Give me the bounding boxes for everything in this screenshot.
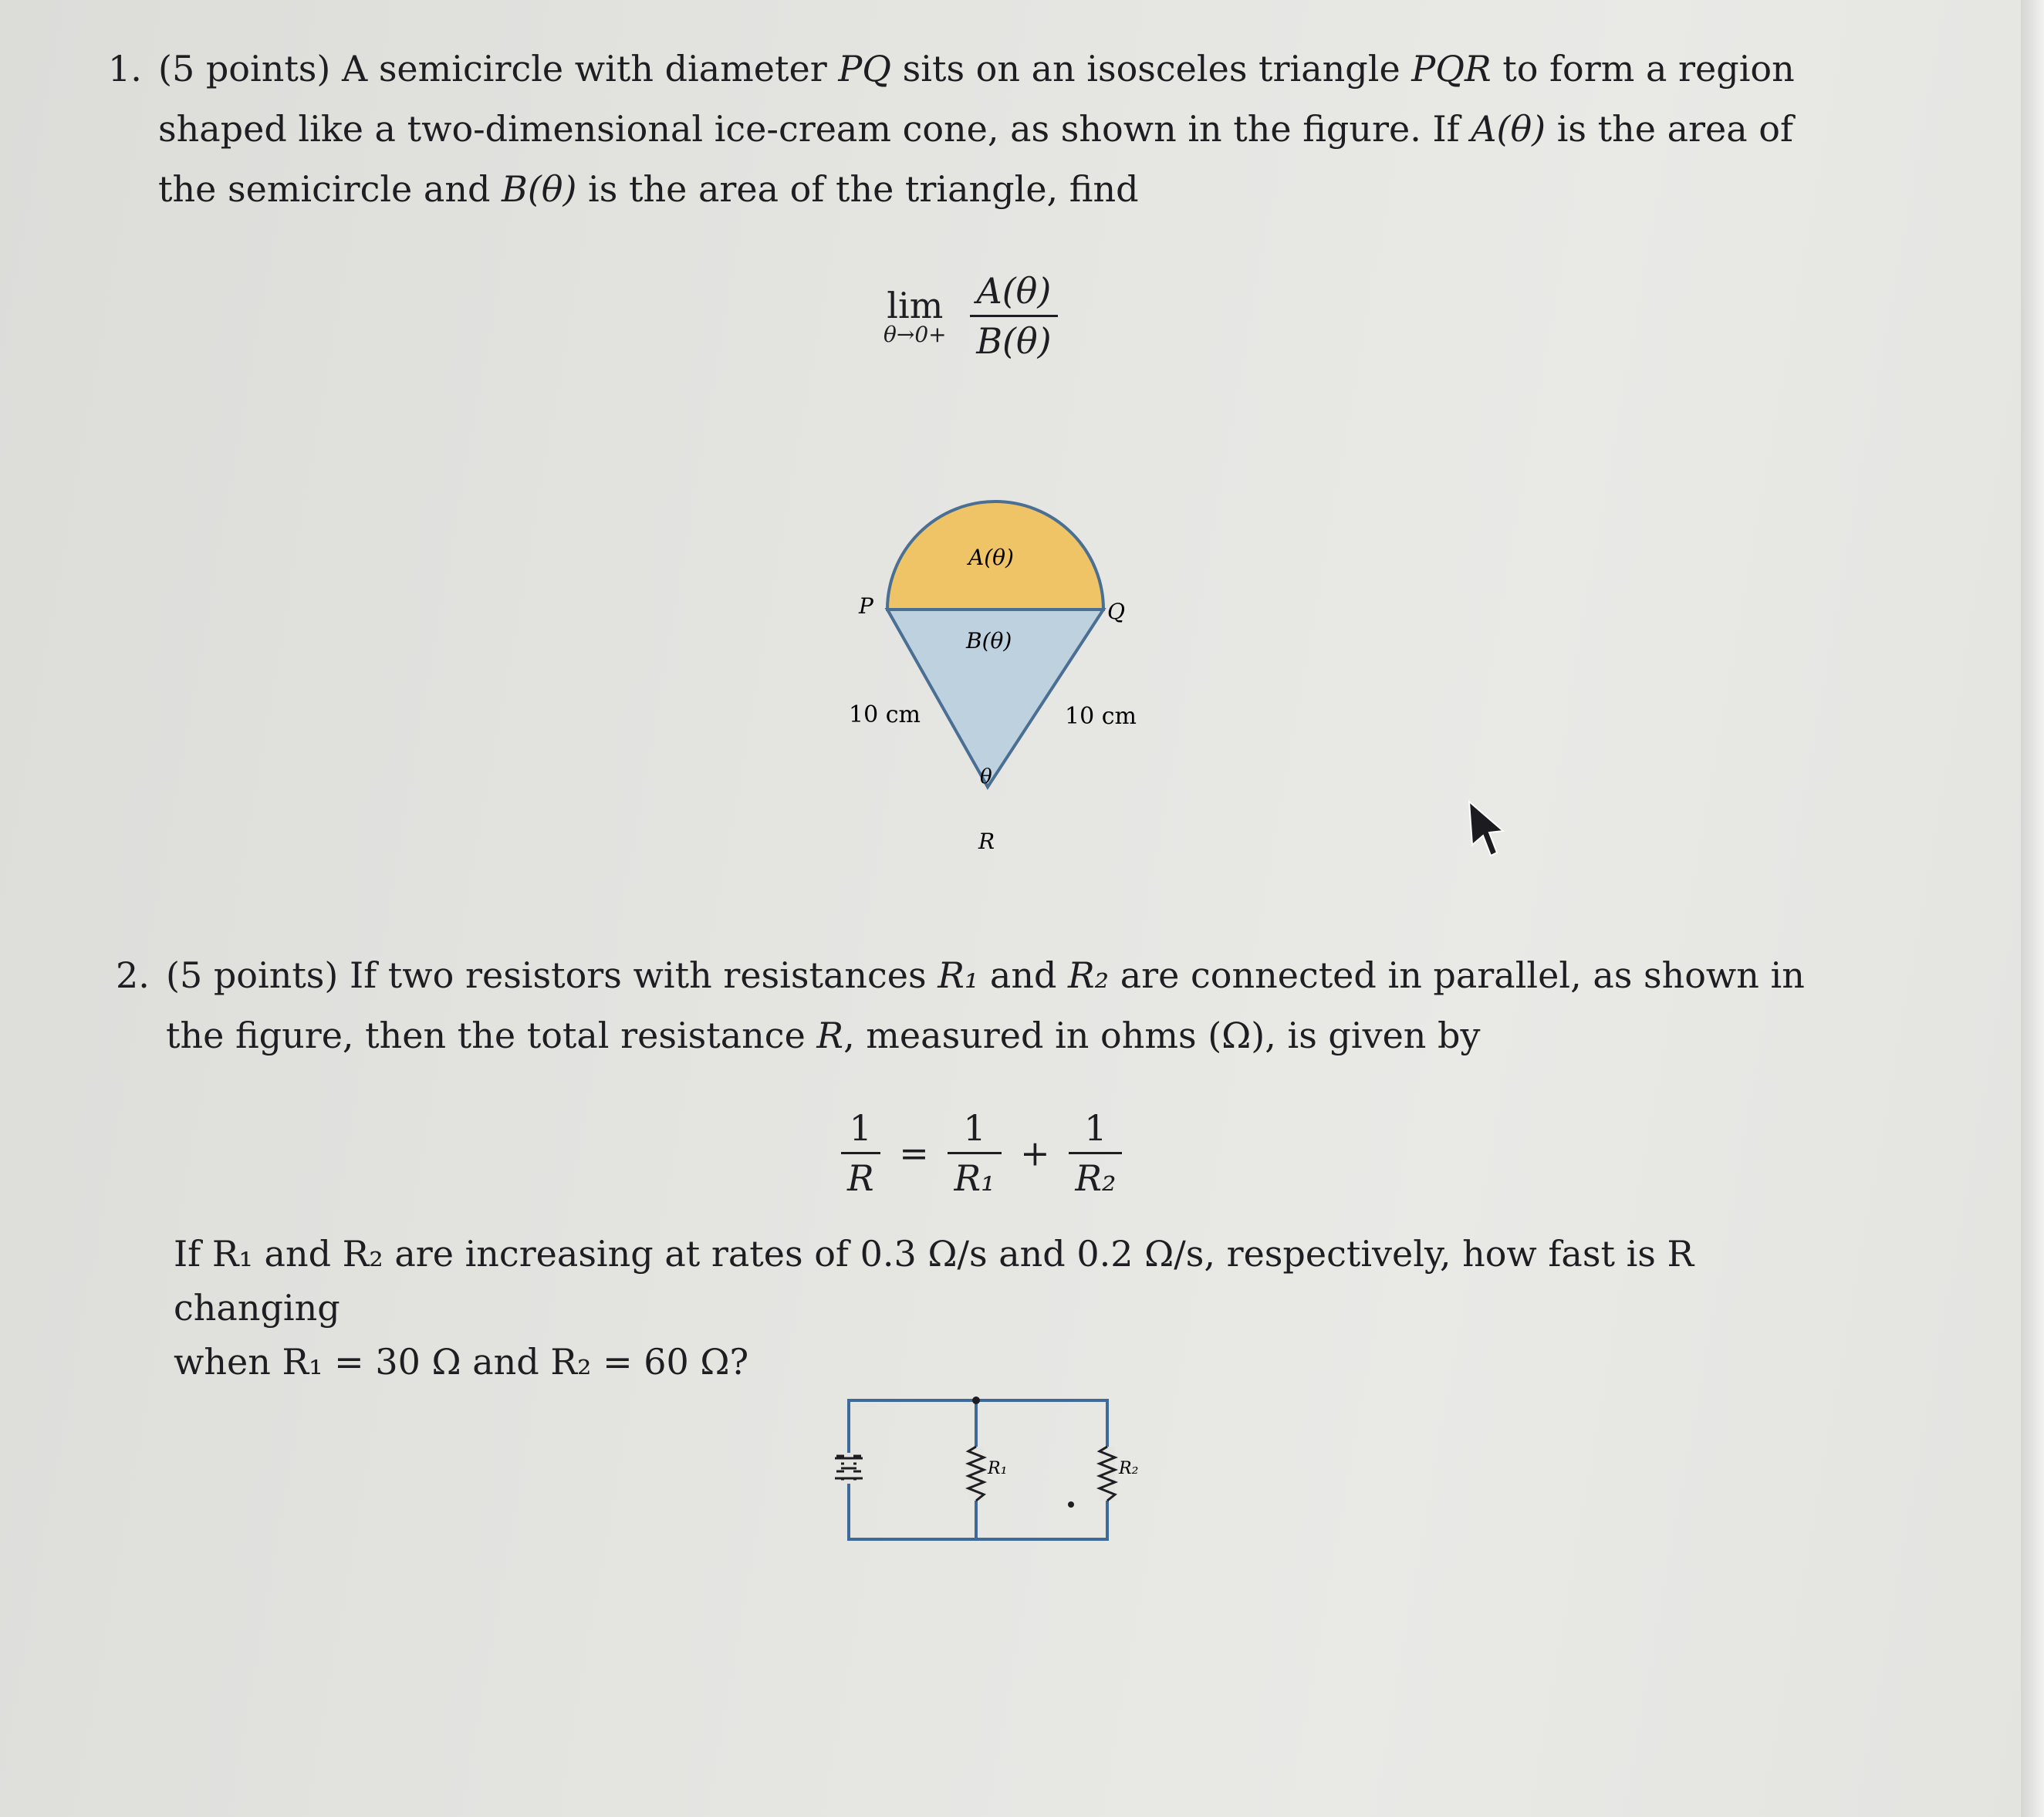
problem-1-text-c: to form a region shaped like a two-dimensional ice-cream cone, as shown in the figure. If [158, 48, 1795, 150]
equals-sign: = [899, 1132, 929, 1174]
resistance-equation [833, 1107, 1130, 1199]
problem-2-points: (5 points) [166, 954, 339, 996]
problem-1-points: (5 points) [158, 48, 331, 89]
problem-2-r1: R₁ [938, 954, 979, 996]
problem-1-text-d: is the area of the semicircle and [158, 108, 1794, 210]
label-left-side: 10 cm [849, 701, 921, 728]
problem-1-text-e: is the area of the triangle, find [576, 168, 1139, 210]
question-line-1: If R₁ and R₂ are increasing at rates of 0.3 Ω/s and 0.2 Ω/s, respectively, how fast is R changing [174, 1233, 1694, 1329]
stray-dot [1068, 1501, 1074, 1508]
question-line-2: when R₁ = 30 Ω and R₂ = 60 Ω? [174, 1341, 749, 1383]
mouse-cursor-icon [1466, 799, 1512, 860]
limit-operator [883, 285, 947, 347]
limit-numerator: A(θ) [970, 270, 1057, 317]
label-a-theta: A(θ) [968, 545, 1014, 570]
label-right-side: 10 cm [1065, 703, 1137, 730]
term2-numerator: 1 [1069, 1107, 1122, 1154]
problem-1-a-theta: A(θ) [1471, 108, 1546, 150]
problem-2-statement [116, 945, 1844, 1066]
lhs-numerator: 1 [841, 1107, 880, 1154]
problem-2-question [174, 1227, 1871, 1389]
problem-1-text-b: sits on an isosceles triangle [891, 48, 1412, 89]
problem-2-text-b: and [978, 954, 1069, 996]
limit-formula [883, 270, 1066, 362]
plus-sign: + [1020, 1132, 1050, 1174]
lim-text: lim [887, 285, 944, 326]
problem-2-text-d: , measured in ohms (Ω), is given by [843, 1015, 1481, 1056]
label-b-theta: B(θ) [966, 628, 1012, 654]
junction-dot [972, 1397, 980, 1404]
problem-2-text-a: If two resistors with resistances [338, 954, 938, 996]
problem-1-statement [108, 39, 1836, 219]
lim-subscript: θ→0+ [883, 322, 947, 347]
problem-2-text-c: are connected in parallel, as shown in the figure, then the total resistance [166, 954, 1805, 1056]
label-q: Q [1107, 599, 1125, 624]
ice-cream-cone-figure [833, 494, 1188, 864]
problem-2 [116, 945, 1844, 1066]
problem-2-number: 2. [116, 954, 150, 996]
limit-denominator: B(θ) [976, 320, 1052, 362]
lhs-fraction [841, 1107, 880, 1199]
problem-1 [108, 39, 1836, 219]
parallel-circuit-figure [826, 1385, 1150, 1555]
term2-fraction [1069, 1107, 1122, 1199]
label-r2: R₂ [1119, 1459, 1139, 1478]
label-p: P [859, 593, 873, 619]
problem-1-pq: PQ [838, 48, 892, 89]
problem-1-text-a: A semicircle with diameter [330, 48, 839, 89]
problem-2-r2: R₂ [1068, 954, 1110, 996]
problem-1-b-theta: B(θ) [502, 168, 577, 210]
problem-2-r: R [816, 1015, 844, 1056]
problem-1-pqr: PQR [1411, 48, 1492, 89]
term2-denominator: R₂ [1075, 1157, 1117, 1199]
term1-fraction [948, 1107, 1001, 1199]
label-theta: θ [980, 765, 992, 789]
term1-denominator: R₁ [954, 1157, 995, 1199]
lhs-denominator: R [847, 1157, 874, 1199]
label-r1: R₁ [988, 1459, 1008, 1478]
problem-1-number: 1. [108, 48, 142, 89]
page-edge [2021, 0, 2044, 1817]
limit-fraction [970, 270, 1057, 362]
term1-numerator: 1 [948, 1107, 1001, 1154]
label-r: R [978, 829, 995, 854]
